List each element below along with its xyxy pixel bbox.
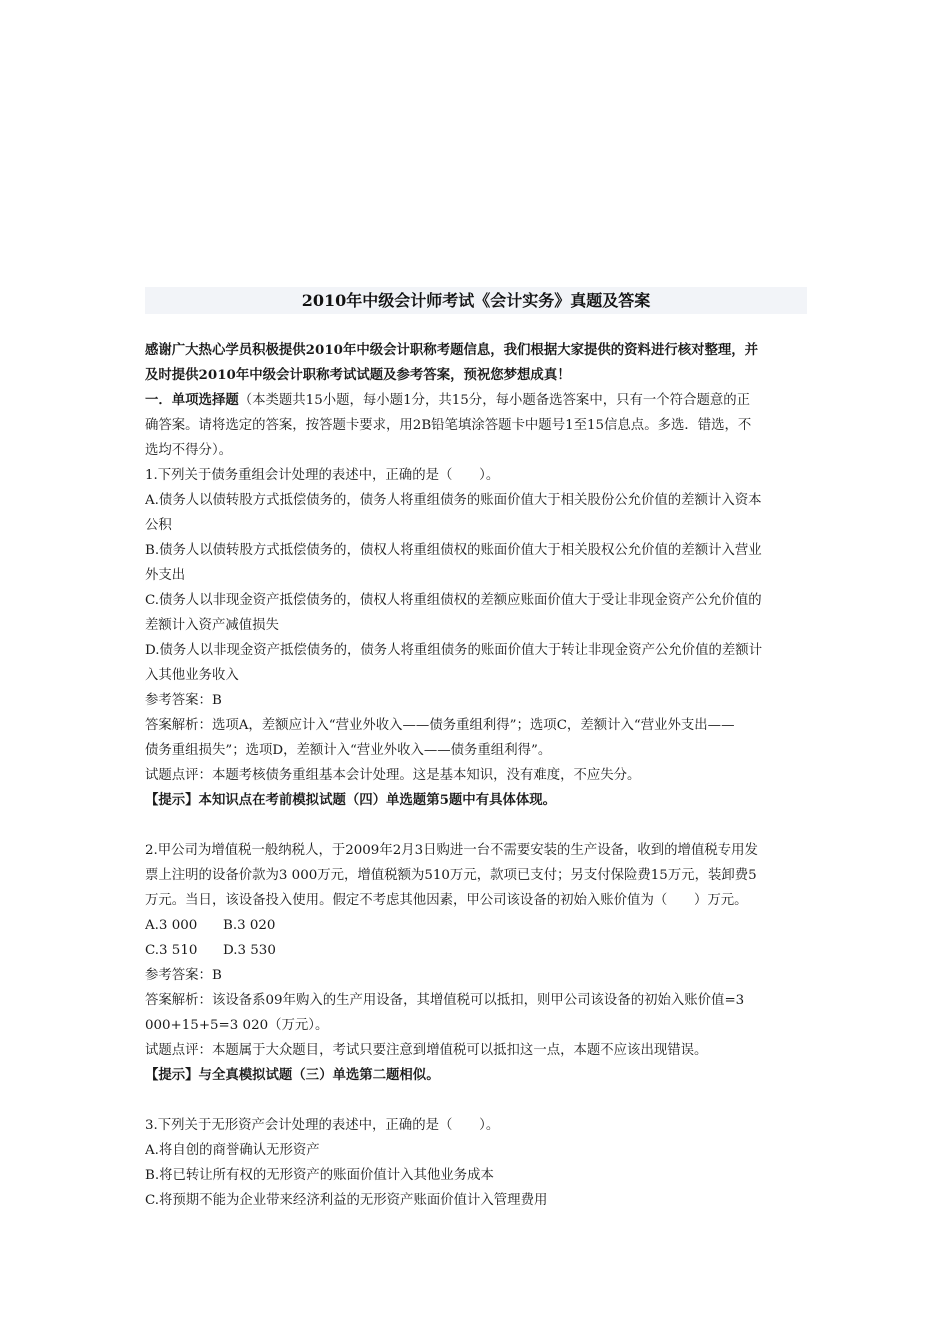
q1-option-d-line-1: D.债务人以非现金资产抵偿债务的，债务人将重组债务的账面价值大于转让非现金资产公允价值的差额计 bbox=[145, 643, 763, 658]
q1-option-a-line-2: 公积 bbox=[145, 518, 172, 533]
q2-option-c: C.3 510 bbox=[145, 943, 198, 958]
q1-option-c-line-1: C.债务人以非现金资产抵偿债务的，债权人将重组债权的差额应账面价值大于受让非现金资产公允价值的 bbox=[145, 593, 762, 608]
q3-option-b: B.将已转让所有权的无形资产的账面价值计入其他业务成本 bbox=[145, 1168, 494, 1183]
q2-stem-line-3: 万元。当日，该设备投入使用。假定不考虑其他因素，甲公司该设备的初始入账价值为（ ）万元。 bbox=[145, 893, 748, 908]
document-page bbox=[145, 287, 807, 1213]
q3-option-a: A.将自创的商誉确认无形资产 bbox=[145, 1143, 320, 1158]
q2-answer: 参考答案：B bbox=[145, 968, 222, 983]
q3-option-c: C.将预期不能为企业带来经济利益的无形资产账面价值计入管理费用 bbox=[145, 1193, 548, 1208]
q1-option-b-line-2: 外支出 bbox=[145, 568, 186, 583]
q2-stem-line-2: 票上注明的设备价款为3 000万元，增值税额为510万元，款项已支付；另支付保险费15万元，装卸费5 bbox=[145, 868, 757, 883]
spacer bbox=[145, 813, 807, 838]
q1-option-a-line-1: A.债务人以债转股方式抵偿债务的，债务人将重组债务的账面价值大于相关股份公允价值的差额计入资本 bbox=[145, 493, 762, 508]
q1-comment: 试题点评：本题考核债务重组基本会计处理。这是基本知识，没有难度，不应失分。 bbox=[145, 768, 641, 783]
intro-line-2: 及时提供2010年中级会计职称考试试题及参考答案，预祝您梦想成真！ bbox=[145, 367, 571, 383]
q2-option-b: B.3 020 bbox=[223, 918, 276, 933]
q2-stem-line-1: 2.甲公司为增值税一般纳税人，于2009年2月3日购进一台不需要安装的生产设备，收到的增值税专用发 bbox=[145, 843, 758, 858]
q2-tip: 【提示】与全真模拟试题（三）单选第二题相似。 bbox=[145, 1067, 440, 1083]
section-description-line-2: 确答案。请将选定的答案，按答题卡要求，用2B铅笔填涂答题卡中题号1至15信息点。多选．错选，不 bbox=[145, 418, 752, 433]
section-description-line-3: 选均不得分）。 bbox=[145, 443, 233, 458]
q2-comment: 试题点评：本题属于大众题目，考试只要注意到增值税可以抵扣这一点，本题不应该出现错误。 bbox=[145, 1043, 708, 1058]
spacer bbox=[145, 1088, 807, 1113]
q2-option-d: D.3 530 bbox=[223, 943, 276, 958]
q1-option-b-line-1: B.债务人以债转股方式抵偿债务的，债权人将重组债权的账面价值大于相关股权公允价值的差额计入营业 bbox=[145, 543, 762, 558]
section-heading: 一．单项选择题 bbox=[145, 392, 239, 408]
document-title: 2010年中级会计师考试《会计实务》真题及答案 bbox=[145, 287, 807, 314]
q3-stem: 3.下列关于无形资产会计处理的表述中，正确的是（ ）。 bbox=[145, 1118, 500, 1133]
q2-option-a: A.3 000 bbox=[145, 918, 198, 933]
q2-options-row-2 bbox=[145, 938, 807, 963]
q1-analysis-line-2: 债务重组损失”；选项D，差额计入“营业外收入——债务重组利得”。 bbox=[145, 743, 552, 758]
q2-analysis-line-1: 答案解析：该设备系09年购入的生产用设备，其增值税可以抵扣，则甲公司该设备的初始入账价值=3 bbox=[145, 993, 745, 1008]
q1-answer: 参考答案：B bbox=[145, 693, 222, 708]
intro-line-1: 感谢广大热心学员积极提供2010年中级会计职称考题信息，我们根据大家提供的资料进行核对整理，并 bbox=[145, 342, 759, 358]
section-description: （本类题共15小题，每小题1分，共15分，每小题备选答案中，只有一个符合题意的正 bbox=[238, 393, 751, 408]
q1-option-d-line-2: 入其他业务收入 bbox=[145, 668, 239, 683]
q1-stem: 1.下列关于债务重组会计处理的表述中，正确的是（ ）。 bbox=[145, 468, 500, 483]
q2-analysis-line-2: 000+15+5=3 020（万元）。 bbox=[145, 1018, 329, 1033]
section-heading-line bbox=[145, 388, 807, 413]
q1-tip: 【提示】本知识点在考前模拟试题（四）单选题第5题中有具体体现。 bbox=[145, 792, 557, 808]
q1-analysis-line-1: 答案解析：选项A，差额应计入“营业外收入——债务重组利得”；选项C，差额计入“营业外支出—— bbox=[145, 718, 735, 733]
q2-options-row-1 bbox=[145, 913, 807, 938]
q1-option-c-line-2: 差额计入资产减值损失 bbox=[145, 618, 279, 633]
